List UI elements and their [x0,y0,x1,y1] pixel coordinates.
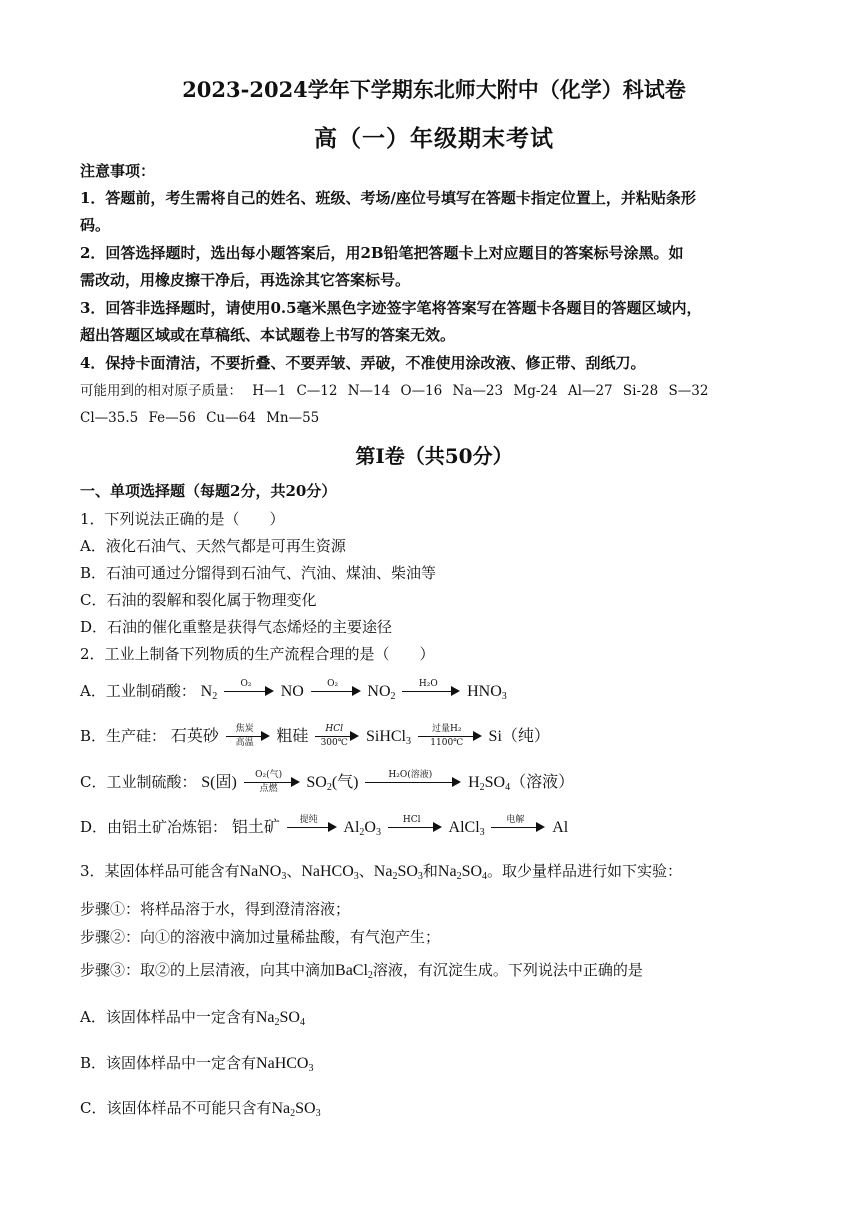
q2c-species-1: S(固) [201,774,237,791]
q3-formula-na2so3: $Na_2SO_3$ [373,863,423,882]
exam-title: 2023-2024学年下学期东北师大附中（化学）科试卷 [182,77,686,102]
q2c-arrow-1: O₂(气) 点燃 [244,771,300,795]
q3-step-1: 步骤①：将样品溶于水，得到澄清溶液； [80,900,351,918]
notice-item-1-line-1: 1．答题前，考生需将自己的姓名、班级、考场/座位号填写在答题卡指定位置上，并粘贴条形 [80,189,696,207]
atomic-mass-line-2: Cl—35.5 Fe—56 Cu—64 Mn—55 [80,410,320,426]
q2-option-c [80,769,800,801]
q2b-species-2: 粗硅 [276,728,309,745]
q2a-arrow-3: H₂O [402,680,460,704]
q1-stem: 1．下列说法正确的是（ ） [80,510,285,528]
q2d-species-3: AlCl$_3$ [448,819,485,838]
q2c-species-2: $SO_2$(气) [306,774,359,793]
q2b-species-3: SiHCl$_3$ [365,728,411,747]
q2a-species-3: $NO_2$ [367,683,396,702]
notice-item-3-line-1: 3．回答非选择题时，请使用0.5毫米黑色字迹签字笔将答案写在答题卡各题目的答题区域内， [80,299,702,317]
q3-formula-nano3: NaNO$_3$ [239,863,287,882]
q1-option-a: A．液化石油气、天然气都是可再生资源 [80,537,346,555]
exam-subtitle: 高（一）年级期末考试 [314,125,554,152]
q3-formula-nahco3: NaHCO$_3$ [301,863,359,882]
q2c-arrow-2: H₂O(溶液) [365,771,461,795]
q2d-arrow-2: HCl [388,816,442,840]
q3-option-a: A．该固体样品中一定含有$Na_2SO_4$ [80,1008,305,1028]
q2a-species-4: $HNO_3$ [467,683,507,702]
q2c-species-3: $H_2SO_4$（溶液） [468,774,575,793]
notice-item-1-line-2: 码。 [80,216,111,234]
q2a-arrow-2: O₂ [311,680,361,704]
q2d-arrow-3: 电解 [491,816,545,840]
q1-option-d: D．石油的催化重整是获得气态烯烃的主要途径 [80,618,393,636]
q2d-species-1: 铝土矿 [231,819,280,836]
q2-stem: 2．工业上制备下列物质的生产流程合理的是（ ） [80,645,435,663]
q2b-arrow-3: 过量H₂ 1100℃ [418,725,482,749]
q2b-arrow-2: HCl 300℃ [315,725,359,749]
notice-item-2-line-2: 需改动，用橡皮擦干净后，再选涂其它答案标号。 [80,271,411,289]
q2c-prefix: C．工业制硫酸： [80,773,197,791]
notice-item-2-line-1: 2．回答选择题时，选出每小题答案后，用2B铅笔把答题卡上对应题目的答案标号涂黑。如 [80,244,684,262]
notice-item-3-line-2: 超出答题区域或在草稿纸、本试题卷上书写的答案无效。 [80,326,456,344]
q3-option-c: C．该固体样品不可能只含有$Na_2SO_3$ [80,1099,321,1119]
q3-step-3: 步骤③：取②的上层清液，向其中滴加BaCl$_2$溶液，有沉淀生成。下列说法中正确的是 [80,961,643,981]
q2b-arrow-1: 焦炭 高温 [226,725,270,749]
notice-heading: 注意事项： [80,162,156,180]
q3-stem: 3．某固体样品可能含有NaNO$_3$、NaHCO$_3$、$Na_2SO_3$和$Na_2SO_4$。取少量样品进行如下实验： [80,862,683,882]
q2a-prefix: A．工业制硝酸： [80,682,196,700]
q2d-arrow-1: 提纯 [287,816,337,840]
q3-formula-na2so4: $Na_2SO_4$ [437,863,488,882]
q2d-prefix: D．由铝土矿冶炼铝： [80,818,228,836]
q3-option-b: B．该固体样品中一定含有NaHCO$_3$ [80,1054,314,1074]
q2a-arrow-1: O₂ [224,680,274,704]
q2d-species-4: Al [552,819,569,836]
q2-option-b [80,723,800,755]
q3-step-2: 步骤②：向①的溶液中滴加过量稀盐酸，有气泡产生； [80,928,441,946]
q2-option-a [80,678,800,710]
q2b-prefix: B．生产硅： [80,727,167,745]
q2b-species-4: Si（纯） [488,728,550,745]
part-heading: 一、单项选择题（每题2分，共20分） [80,482,337,500]
q1-option-c: C．石油的裂解和裂化属于物理变化 [80,591,317,609]
q2a-species-2: NO [280,683,304,700]
notice-item-4: 4．保持卡面清洁，不要折叠、不要弄皱、弄破，不准使用涂改液、修正带、刮纸刀。 [80,354,646,372]
q2b-species-1: 石英砂 [170,728,219,745]
q3-formula-bacl2: BaCl$_2$ [335,962,373,981]
atomic-mass-line-1: 可能用到的相对原子质量： H—1 C—12 N—14 O—16 Na—23 Mg-24 Al—27 Si-28 S—32 [80,383,709,399]
q2a-species-1: $N_2$ [200,683,218,702]
section-title: 第Ⅰ卷（共50分） [355,444,513,468]
q2-option-d [80,814,800,846]
q1-option-b: B．石油可通过分馏得到石油气、汽油、煤油、柴油等 [80,564,437,582]
q2d-species-2: $Al_2O_3$ [343,819,381,838]
